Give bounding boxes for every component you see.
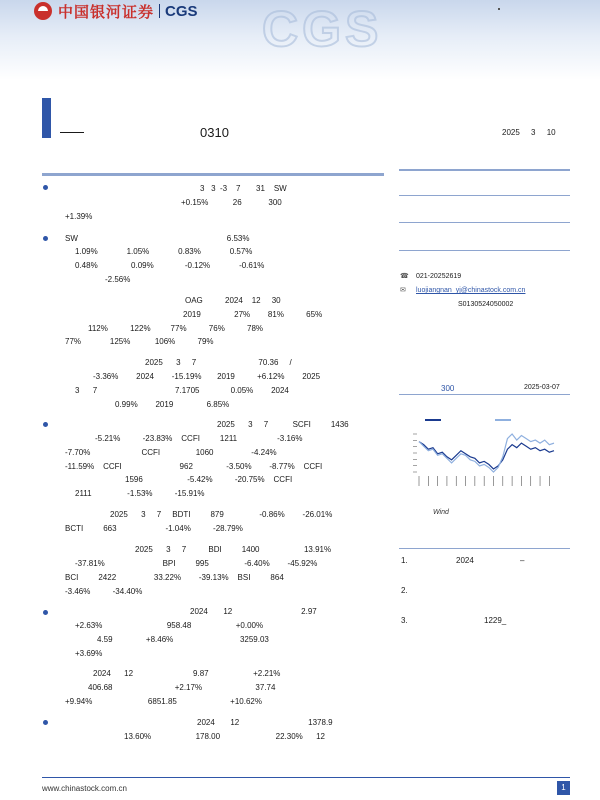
chart-title: 300 <box>441 384 455 393</box>
related-item[interactable]: 2024 <box>456 556 474 565</box>
analyst-license: S0130524050002 <box>458 301 514 308</box>
analyst-phone: 021-20252619 <box>416 273 462 280</box>
body-line: 4.59 +8.46% 3259.03 <box>97 635 269 644</box>
sidebar-top-rule <box>399 169 570 171</box>
index-chart <box>399 410 570 500</box>
body-line: 2025 3 7 BDTI 879 -0.86% -26.01% <box>110 510 333 519</box>
body-line: -2.56% <box>105 275 131 284</box>
section-bullet <box>43 720 48 725</box>
title-accent-bar <box>42 98 51 138</box>
body-line: 0.99% 2019 6.85% <box>115 400 230 409</box>
body-line: +3.69% <box>75 649 103 658</box>
header-dot <box>498 8 500 10</box>
cgs-logo-icon <box>34 2 52 20</box>
body-line: -3.36% 2024 -15.19% 2019 +6.12% 2025 <box>93 372 321 381</box>
body-line: -3.46% -34.40% <box>65 587 143 596</box>
mail-icon: ✉ <box>400 287 406 294</box>
footer-url[interactable]: www.chinastock.com.cn <box>42 784 127 793</box>
sidebar-rule <box>399 222 570 223</box>
logo-divider <box>159 4 160 18</box>
body-line: +0.15% 26 300 <box>181 198 282 207</box>
body-line: 2024 12 1378.9 <box>197 718 333 727</box>
body-line: 2024 12 9.87 +2.21% <box>93 669 281 678</box>
body-line: 1596 -5.42% -20.75% CCFI <box>125 475 293 484</box>
analyst-email[interactable]: luojiangnan_yj@chinastock.com.cn <box>416 287 526 294</box>
brand-logo <box>34 2 198 20</box>
report-date: 2025 3 10 <box>502 128 556 137</box>
related-rule <box>399 548 570 549</box>
related-num: 3. <box>401 616 408 625</box>
chart-date: 2025-03-07 <box>524 384 560 391</box>
page-number: 1 <box>557 781 570 795</box>
body-line: BCTI 663 -1.04% -28.79% <box>65 524 243 533</box>
main-top-rule <box>42 173 384 176</box>
body-line: -5.21% -23.83% CCFI 1211 -3.16% <box>95 434 303 443</box>
brand-name-cn: 中国银河证券 <box>58 3 155 21</box>
body-line: 1.09% 1.05% 0.83% 0.57% <box>75 247 253 256</box>
body-line: 2024 12 2.97 <box>190 607 317 616</box>
body-line: 2111 -1.53% -15.91% <box>75 489 205 498</box>
body-line: 3 3 -3 7 31 SW <box>200 184 287 193</box>
body-line: OAG 2024 12 30 <box>185 296 281 305</box>
body-line: +1.39% <box>65 212 93 221</box>
section-bullet <box>43 236 48 241</box>
footer-rule <box>42 777 570 778</box>
body-line: -37.81% BPI 995 -6.40% -45.92% <box>75 559 318 568</box>
phone-icon: ☎ <box>400 273 409 280</box>
related-num: 2. <box>401 586 408 595</box>
body-line: BCI 2422 33.22% -39.13% BSI 864 <box>65 573 284 582</box>
body-line: 406.68 +2.17% 37.74 <box>88 683 276 692</box>
section-bullet <box>43 185 48 190</box>
body-line: 13.60% 178.00 22.30% 12 <box>124 732 325 741</box>
chart-source: Wind <box>433 509 449 516</box>
related-num: 1. <box>401 556 408 565</box>
body-line: 3 7 7.1705 0.05% 2024 <box>75 386 289 395</box>
related-item[interactable]: 1229_ <box>484 616 507 625</box>
body-line: +2.63% 958.48 +0.00% <box>75 621 264 630</box>
body-line: -11.59% CCFI 962 -3.50% -8.77% CCFI <box>65 462 323 471</box>
body-line: SW 6.53% <box>65 234 250 243</box>
sidebar-rule <box>399 250 570 251</box>
section-bullet <box>43 422 48 427</box>
body-line: 2019 27% 81% 65% <box>183 310 323 319</box>
chart-rule <box>399 394 570 395</box>
body-line: 112% 122% 77% 76% 78% <box>88 324 264 333</box>
report-title: 0310 <box>200 125 229 140</box>
brand-name-en: CGS <box>165 2 198 20</box>
body-line: 2025 3 7 70.36 / <box>145 358 292 367</box>
body-line: 2025 3 7 BDI 1400 13.91% <box>135 545 332 554</box>
sidebar-rule <box>399 195 570 196</box>
title-dash <box>60 132 84 133</box>
related-item-tail: – <box>520 556 525 565</box>
section-bullet <box>43 610 48 615</box>
body-line: 2025 3 7 SCFI 1436 <box>217 420 349 429</box>
body-line: 77% 125% 106% 79% <box>65 337 214 346</box>
header-watermark: CGS <box>262 1 383 57</box>
body-line: -7.70% CCFI 1060 -4.24% <box>65 448 277 457</box>
body-line: +9.94% 6851.85 +10.62% <box>65 697 262 706</box>
body-line: 0.48% 0.09% -0.12% -0.61% <box>75 261 265 270</box>
